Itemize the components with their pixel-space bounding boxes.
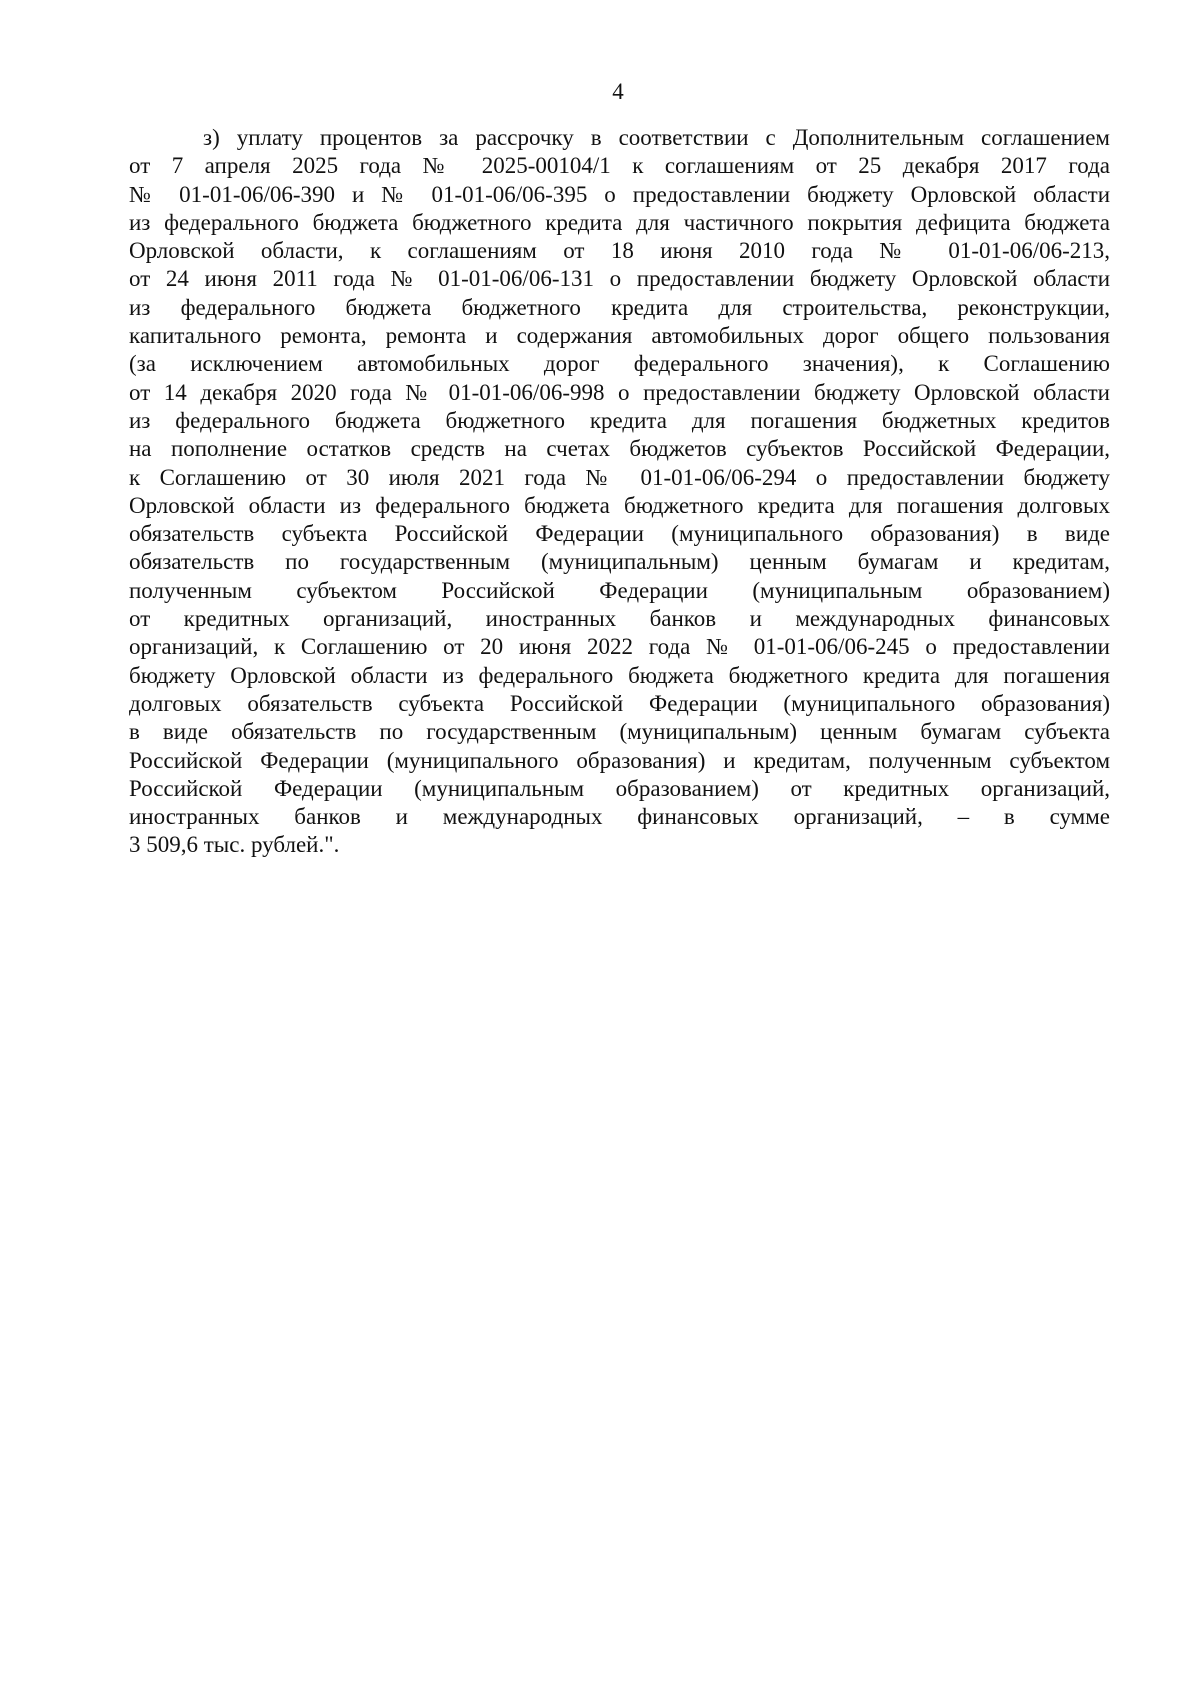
text-line-24: Российской Федерации (муниципальным образованием) от кредитных организаций, bbox=[129, 775, 1110, 801]
text-line-3: № 01-01-06/06-390 и № 01-01-06/06-395 о предоставлении бюджету Орловской области bbox=[129, 181, 1110, 207]
text-line-7: из федерального бюджета бюджетного кредита для строительства, реконструкции, bbox=[129, 294, 1110, 320]
text-line-25: иностранных банков и международных финансовых организаций, – в сумме bbox=[129, 804, 1110, 830]
text-line-2: от 7 апреля 2025 года № 2025-00104/1 к соглашениям от 25 декабря 2017 года bbox=[129, 153, 1110, 179]
text-line-13: к Соглашению от 30 июля 2021 года № 01-01-06/06-294 о предоставлении бюджету bbox=[129, 464, 1110, 490]
text-line-5: Орловской области, к соглашениям от 18 июня 2010 года № 01-01-06/06-213, bbox=[129, 238, 1110, 264]
text-line-9: (за исключением автомобильных дорог федерального значения), к Соглашению bbox=[129, 351, 1110, 377]
text-line-17: полученным субъектом Российской Федерации (муниципальным образованием) bbox=[129, 577, 1110, 603]
paragraph-z bbox=[129, 124, 1110, 860]
text-line-4: из федерального бюджета бюджетного кредита для частичного покрытия дефицита бюджета bbox=[129, 209, 1110, 235]
text-line-22: в виде обязательств по государственным (муниципальным) ценным бумагам субъекта bbox=[129, 719, 1110, 745]
text-line-20: бюджету Орловской области из федерального бюджета бюджетного кредита для погашения bbox=[129, 662, 1110, 688]
text-line-1: з) уплату процентов за рассрочку в соответствии с Дополнительным соглашением bbox=[203, 125, 1110, 150]
text-line-19: организаций, к Соглашению от 20 июня 2022 года № 01-01-06/06-245 о предоставлении bbox=[129, 634, 1110, 660]
page-number: 4 bbox=[612, 79, 624, 104]
text-line-21: долговых обязательств субъекта Российской Федерации (муниципального образования) bbox=[129, 690, 1110, 716]
text-line-6: от 24 июня 2011 года № 01-01-06/06-131 о предоставлении бюджету Орловской области bbox=[129, 266, 1110, 292]
text-line-15: обязательств субъекта Российской Федерации (муниципального образования) в виде bbox=[129, 521, 1110, 547]
text-line-11: из федерального бюджета бюджетного кредита для погашения бюджетных кредитов bbox=[129, 407, 1110, 433]
text-line-14: Орловской области из федерального бюджета бюджетного кредита для погашения долговых bbox=[129, 492, 1110, 518]
text-line-12: на пополнение остатков средств на счетах бюджетов субъектов Российской Федерации, bbox=[129, 436, 1110, 462]
text-line-10: от 14 декабря 2020 года № 01-01-06/06-998 о предоставлении бюджету Орловской области bbox=[129, 379, 1110, 405]
text-line-8: капитального ремонта, ремонта и содержания автомобильных дорог общего пользования bbox=[129, 323, 1110, 349]
text-line-18: от кредитных организаций, иностранных банков и международных финансовых bbox=[129, 606, 1110, 632]
text-line-23: Российской Федерации (муниципального образования) и кредитам, полученным субъектом bbox=[129, 747, 1110, 773]
text-line-26: 3 509,6 тыс. рублей.". bbox=[129, 832, 340, 858]
text-line-16: обязательств по государственным (муниципальным) ценным бумагам и кредитам, bbox=[129, 549, 1110, 575]
